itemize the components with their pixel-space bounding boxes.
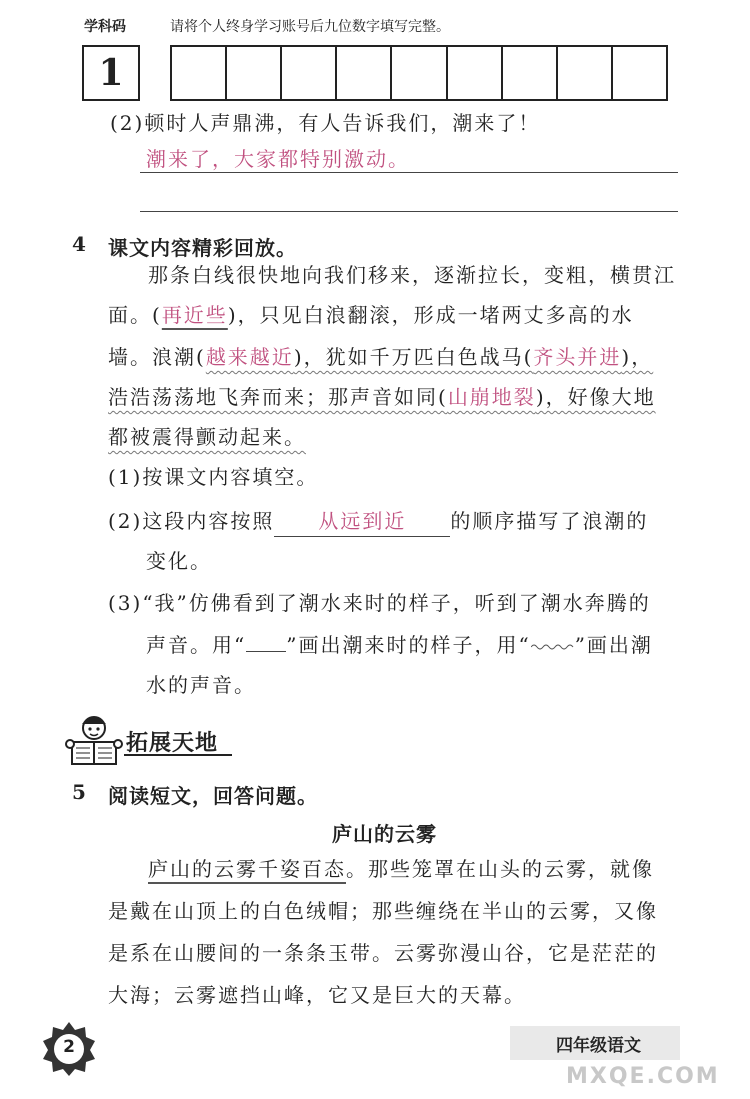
q4-title: 课文内容精彩回放。 <box>108 236 297 260</box>
subject-digit-box[interactable]: 1 <box>82 45 140 101</box>
digit-cell[interactable] <box>613 47 666 99</box>
watermark-text: MXQE.COM <box>566 1064 720 1089</box>
q4-passage-line2: 面。(再近些)，只见白浪翻滚，形成一堵两丈多高的水 <box>108 303 634 327</box>
q5-title: 阅读短文，回答问题。 <box>108 784 318 808</box>
page-number: 2 <box>63 1037 75 1057</box>
reading-child-icon <box>64 712 124 768</box>
q5-passage-title: 庐山的云雾 <box>332 822 437 846</box>
digit-cell[interactable] <box>503 47 558 99</box>
page-number-badge <box>40 1020 98 1078</box>
digit-cell[interactable] <box>227 47 282 99</box>
answer-line <box>140 211 678 212</box>
q5-number: 5 <box>72 780 86 804</box>
section-underline <box>124 754 232 756</box>
blank-answer: 山崩地裂 <box>447 385 536 409</box>
q3-part2-answer: 潮来了，大家都特别激动。 <box>146 147 410 171</box>
digit-cell[interactable] <box>172 47 227 99</box>
digit-cell[interactable] <box>282 47 337 99</box>
q4-sub2: (2)这段内容按照 从远到近 的顺序描写了浪潮的 <box>108 506 648 537</box>
q5-line4: 大海；云雾遮挡山峰，它又是巨大的天幕。 <box>108 983 526 1007</box>
q4-sub3-line1: (3)“我”仿佛看到了潮水来时的样子，听到了潮水奔腾的 <box>108 591 651 615</box>
digit-cell[interactable] <box>337 47 392 99</box>
digit-cell[interactable] <box>558 47 613 99</box>
q4-passage-line3: 墙。浪潮(越来越近)，犹如千万匹白色战马(齐头并进)， <box>108 345 654 369</box>
sub2-answer-blank[interactable]: 从远到近 <box>274 506 450 537</box>
q4-passage-line5: 都被震得颤动起来。 <box>108 425 306 449</box>
blank-answer: 齐头并进 <box>533 345 622 369</box>
q3-part2-prompt: (2)顿时人声鼎沸，有人告诉我们，潮来了！ <box>110 111 541 135</box>
q4-sub1: (1)按课文内容填空。 <box>108 465 319 489</box>
answer-line <box>140 172 678 173</box>
q5-line2: 是戴在山顶上的白色绒帽；那些缠绕在半山的云雾，又像 <box>108 899 658 923</box>
section-title: 拓展天地 <box>126 731 219 756</box>
q4-number: 4 <box>72 232 86 256</box>
wavy-line-sample <box>531 630 575 660</box>
header-instruction: 请将个人终身学习账号后九位数字填写完整。 <box>170 19 450 35</box>
subject-code-label: 学科码 <box>84 19 126 35</box>
blank-answer: 越来越近 <box>205 345 294 369</box>
q5-line1: 庐山的云雾千姿百态。那些笼罩在山头的云雾，就像 <box>148 857 654 881</box>
q4-sub3-line3: 水的声音。 <box>146 673 256 697</box>
q4-passage-line4: 浩浩荡荡地飞奔而来；那声音如同(山崩地裂)，好像大地 <box>108 385 656 409</box>
account-digit-row <box>170 45 668 101</box>
digit-cell[interactable] <box>392 47 447 99</box>
straight-line-sample <box>246 651 286 652</box>
digit-cell[interactable] <box>448 47 503 99</box>
q4-passage-line1: 那条白线很快地向我们移来，逐渐拉长，变粗，横贯江 <box>148 263 676 287</box>
q4-sub3-line2: 声音。用“ ”画出潮来时的样子，用“ ”画出潮 <box>146 630 653 660</box>
blank-answer: 再近些 <box>161 303 228 327</box>
q4-sub2-cont: 变化。 <box>146 549 212 573</box>
q5-line3: 是系在山腰间的一条条玉带。云雾弥漫山谷，它是茫茫的 <box>108 941 658 965</box>
grade-subject: 四年级语文 <box>556 1036 641 1056</box>
